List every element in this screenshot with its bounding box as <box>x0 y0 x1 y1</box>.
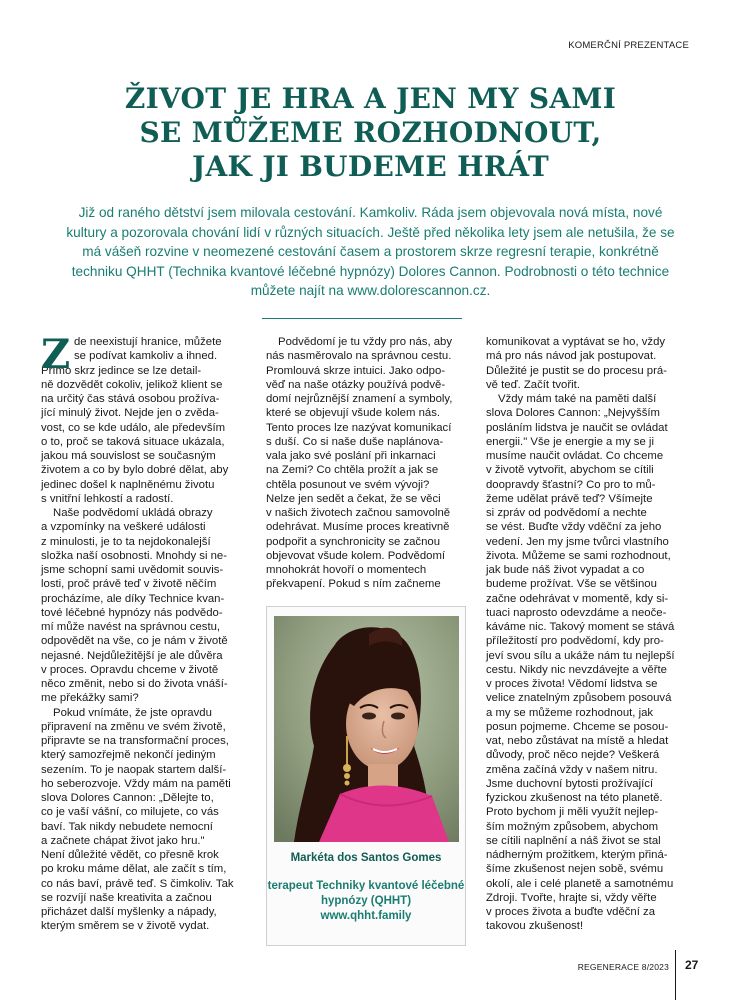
text-line: překvapení. Pokud s ním začneme <box>266 578 441 591</box>
text-line: me překážky sami? <box>41 692 139 705</box>
text-line: důvody, proč něco nejde? Veškerá <box>486 749 660 762</box>
text-line: co nás baví, právě teď. S čimkoliv. Tak <box>41 877 234 890</box>
text-line: chtěla posunout ve svém vývoji? <box>266 478 430 491</box>
text-line: okolí, ale i celé planetě a samotnému <box>486 877 674 890</box>
lead-divider <box>262 318 462 319</box>
text-line: podpořit a synchronicity se začnou <box>266 535 441 548</box>
text-line: který samozřejmě nekončí jediným <box>41 749 216 762</box>
text-line: životem a co by bylo dobré dělat, aby <box>41 464 229 477</box>
title-line: ŽIVOT JE HRA A JEN MY SAMI <box>124 82 617 115</box>
caption-details <box>266 879 466 924</box>
text-line: mnohokrát hovoří o momentech <box>266 564 427 576</box>
text-line: posláním lidstva je naučit se ovládat <box>486 421 668 434</box>
text-line: jeví svou sílu a ukáže nám tu nejlepší <box>486 649 675 662</box>
title-line: JAK JI BUDEME HRÁT <box>191 150 550 183</box>
text-line: odpovědět na vše, co je nám v životě <box>41 635 228 648</box>
text-line: se podívat kamkoliv a ihned. <box>74 350 218 363</box>
text-line: se cítili naplnění a náš život se stal <box>486 834 661 847</box>
text-line: s vnitřní lehkostí a radostí. <box>41 492 174 505</box>
text-line: tuaci naprosto odevzdáme a neoče- <box>486 606 667 619</box>
section-label: KOMERČNÍ PREZENTACE <box>568 40 689 51</box>
text-line: jsme schopní sami uvědomit souvis- <box>41 564 224 576</box>
text-line: vat, nebo zůstávat na místě a hledat <box>486 735 669 747</box>
text-line: začne odehrávat v momentě, kdy si- <box>486 592 669 605</box>
text-line: nádherným prožitkem, kterým přiná- <box>486 849 668 861</box>
footer-divider <box>675 950 676 1000</box>
text-line: změna začíná vždy v našem nitru. <box>486 763 658 776</box>
text-line: se vést. Buďte vždy vděční za jeho <box>486 521 662 534</box>
text-line: které se objevují všude kolem nás. <box>266 407 441 420</box>
text-line: Přímo skrz jedince se lze detail- <box>41 364 202 377</box>
text-line: v proces. Opravdu chceme v životě <box>41 663 219 676</box>
text-line: posun pojmeme. Chceme se posou- <box>486 720 669 733</box>
text-column-1 <box>41 331 249 934</box>
title-line: SE MŮŽEME ROZHODNOUT, <box>139 116 602 149</box>
text-line: Promlouvá skrze intuici. Jako odpo- <box>266 364 446 377</box>
text-line: Tento proces lze nazývat komunikací <box>266 421 452 434</box>
text-line: fyzickou zkušenost na této planetě. <box>486 792 663 804</box>
caption-website: www.qhht.family <box>320 910 412 922</box>
text-line: jakou má souvislost se současným <box>41 450 216 462</box>
portrait-photo <box>274 616 459 842</box>
text-line: nejasné. Nejdůležitější je ale důvěra <box>41 649 223 662</box>
text-line: Nelze jen sedět a čekat, že se věci <box>266 492 441 505</box>
article-lead: Již od raného dětství jsem milovala cestování. Kamkoliv. Ráda jsem objevovala nová místa, nové kultury a pozorovala chování lidí v různých situacích. Ještě před několika lety jsem ale netušila, že se má vášeň rozvine v neomezené cestování časem a prostorem skrze regresní terapie, konkrétně techniku QHHT (Technika kvantové léčebné hypnózy) Dolores Cannon. Podrobnosti o této technice můžete najít na www.dolorescannon.cz. <box>66 205 675 299</box>
magazine-issue: REGENERACE 8/2023 <box>577 962 669 972</box>
text-line: cestu. Nikdy nic nevzdávejte a věřte <box>486 663 667 676</box>
text-column-2 <box>266 335 466 592</box>
text-line: slova Dolores Cannon: „Dělejte to, <box>41 792 214 804</box>
text-line: připravte se na transformační proces, <box>41 735 229 747</box>
text-line: doopravdy šťastní? Co pro to mů- <box>486 478 656 491</box>
text-line: přicházet další myšlenky a nápady, <box>41 906 217 918</box>
text-line: příležitostí pro podvědomí, kdy pro- <box>486 635 664 648</box>
caption-role: terapeut Techniky kvantové léčebné hypnózy (QHHT) <box>267 880 465 907</box>
text-line: komunikovat a vyptávat se ho, vždy <box>486 336 666 348</box>
text-line: ším možným způsobem, abychom <box>486 820 659 833</box>
text-line: slova Dolores Cannon: „Nejvyšším <box>486 407 661 420</box>
text-line: Zdroji. Tvořte, hrajte si, vždy věřte <box>486 891 657 904</box>
text-line: káváme nic. Takový moment se stává <box>486 621 675 633</box>
text-line: nás nasměrovalo na správnou cestu. <box>266 350 452 363</box>
text-line: co je vaší vášní, co milujete, co vás <box>41 806 219 819</box>
text-line: vost, co se kde událo, ale především <box>41 421 226 434</box>
text-line: vě teď. Začít tvořit. <box>486 378 580 391</box>
text-line: musíme naučit ovládat. Co chceme <box>486 450 664 462</box>
text-line: Proto bychom ji měli využít nejlep- <box>486 806 659 819</box>
text-line: ně dozvědět cokoliv, jelikož klient se <box>41 378 223 391</box>
text-line: v proces života a buďte vděční za <box>486 906 656 918</box>
text-line: velice znatelným způsobem posouvá <box>486 692 672 705</box>
text-line: v životě vytvořit, abychom se cítili <box>486 464 654 477</box>
text-line: o to, proč se taková situace ukázala, <box>41 435 225 448</box>
text-line: a vzpomínky na veškeré události <box>41 521 206 534</box>
text-line: jedinec došel k naplněnému životu <box>41 478 215 491</box>
text-line: má pro nás návod jak postupovat. <box>486 350 657 363</box>
text-line: šíme zkušenost nejen sobě, svému <box>486 863 664 876</box>
text-column-3 <box>486 335 686 934</box>
text-line: něco změnit, nebo si do života vnáší- <box>41 678 228 690</box>
text-line: Vždy mám také na paměti další <box>498 393 657 405</box>
text-line: procházíme, ale díky Technice kvan- <box>41 592 225 605</box>
text-line: Jsme duchovní bytosti prožívající <box>486 777 654 790</box>
text-line: v našich životech začnou samovolně <box>266 507 451 519</box>
text-line: na Zemi? Co chtěla prožít a jak se <box>266 464 439 477</box>
text-line: budeme prožívat. Vše se většinou <box>486 578 657 591</box>
text-line: na určitý čas stává osobou prožíva- <box>41 393 220 405</box>
text-line: Důležité je pustit se do procesu prá- <box>486 364 667 377</box>
text-line: kterým směrem se v životě vydat. <box>41 920 210 933</box>
text-line: sezením. To je naopak startem další- <box>41 763 227 776</box>
drop-cap: Z <box>41 331 71 378</box>
text-line: vedení. Jen my jsme tvůrci vlastního <box>486 535 669 548</box>
text-line: Podvědomí je tu vždy pro nás, aby <box>278 336 453 348</box>
text-line: žeme udělat právě teď? Všímejte <box>486 492 653 505</box>
text-line: jak bude náš život vypadat a co <box>486 564 645 576</box>
text-line: připravení na změnu ve svém životě, <box>41 720 226 733</box>
text-line: mí může navést na správnou cestu, <box>41 621 221 633</box>
text-line: věď na naše otázky používá podvě- <box>266 378 446 391</box>
text-line: Naše podvědomí ukládá obrazy <box>53 507 213 519</box>
text-line: takovou zkušenost! <box>486 920 584 933</box>
text-line: losti, proč právě teď v životě něčím <box>41 578 217 591</box>
text-line: života. Můžeme se sami rozhodnout, <box>486 549 671 562</box>
text-line: a začnete chápat život jako hru." <box>41 834 205 847</box>
text-line: objevovat všude kolem. Podvědomí <box>266 549 446 562</box>
text-line: de neexistují hranice, můžete <box>74 336 222 348</box>
text-line: z minulosti, je to ta nejdokonalejší <box>41 535 211 548</box>
text-line: složka naší osobnosti. Mnohdy si ne- <box>41 549 228 562</box>
text-line: v proces života! Vědomí lidstva se <box>486 678 658 690</box>
text-line: baví. Tak nikdy nebudete nemocní <box>41 820 213 833</box>
text-line: s duší. Co si naše duše naplánova- <box>266 435 444 448</box>
text-line: energii." Vše je energie a my se ji <box>486 435 654 448</box>
text-line: a my se můžeme rozhodnout, jak <box>486 706 654 719</box>
text-line: jící minulý život. Nejde jen o zvěda- <box>41 407 219 420</box>
text-line: se rozvíjí naše kreativita a začnou <box>41 891 212 904</box>
article-title <box>0 82 741 184</box>
text-line: Pokud vnímáte, že jste opravdu <box>53 706 212 719</box>
text-line: Není důležité vědět, co přesně krok <box>41 849 219 861</box>
text-line: tové léčebné hypnózy nás podvědo- <box>41 606 223 619</box>
text-line: po kroku máme dělat, ale začít s tím, <box>41 863 227 876</box>
text-line: vala jako své poslání při inkarnaci <box>266 450 436 462</box>
text-line: si zpráv od podvědomí a nechte <box>486 507 647 519</box>
text-line: odehrávat. Musíme proces kreativně <box>266 521 450 534</box>
caption-name: Markéta dos Santos Gomes <box>290 852 442 864</box>
text-line: ho seberozvoje. Vždy mám na paměti <box>41 777 231 790</box>
page-number: 27 <box>685 958 699 972</box>
text-line: domí nejrůznější znamení a symboly, <box>266 393 453 405</box>
